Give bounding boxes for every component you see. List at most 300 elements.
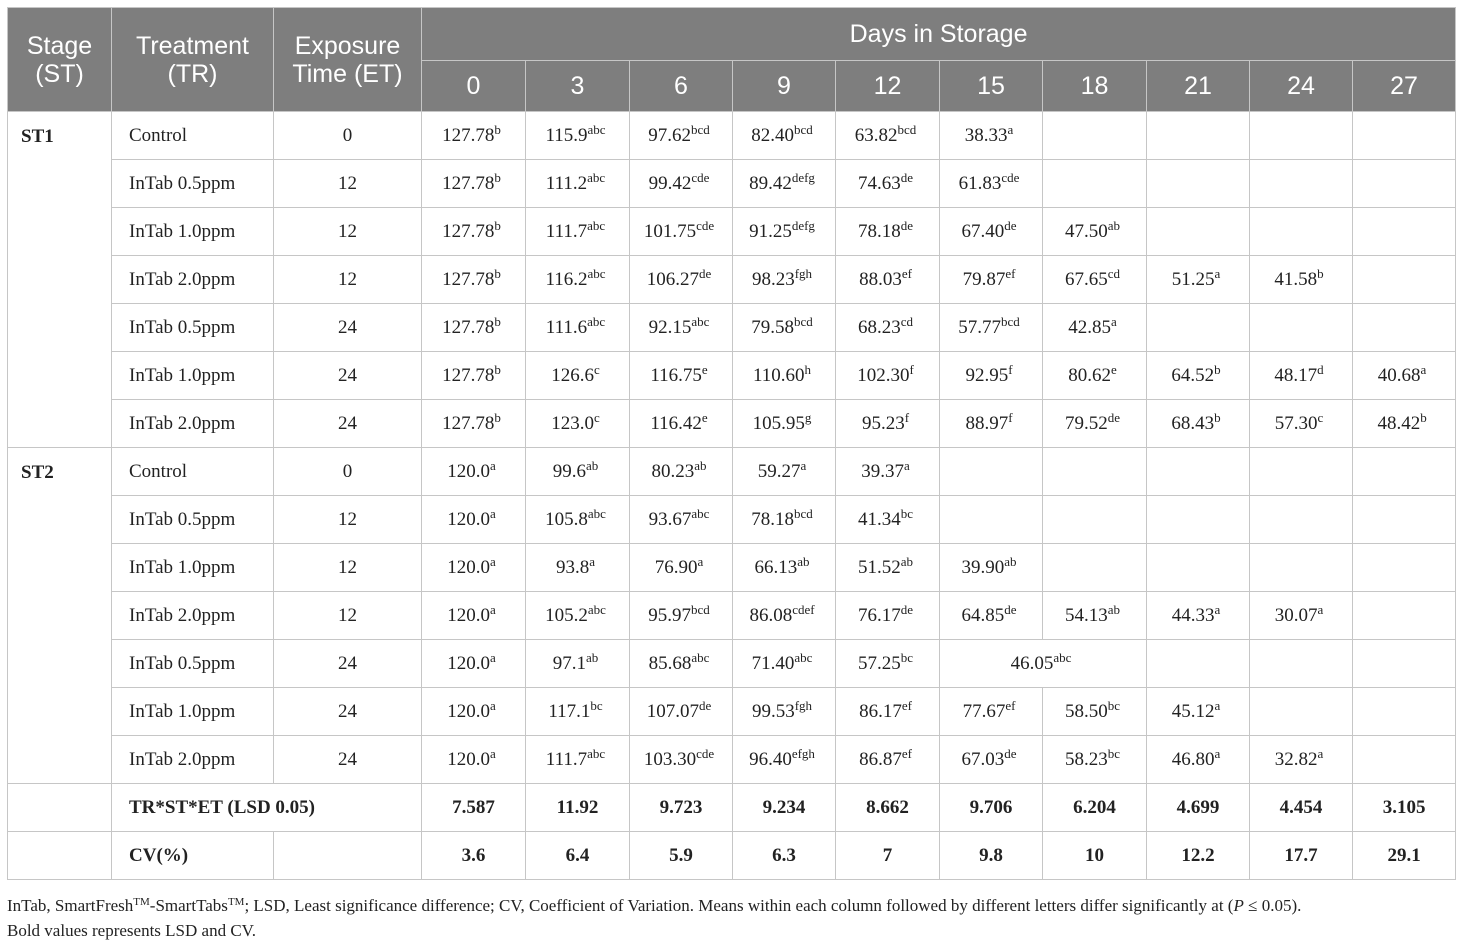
value-cell xyxy=(1043,400,1147,448)
significance-letters: bcd xyxy=(690,121,710,137)
value-cell xyxy=(1147,256,1250,304)
cv-row xyxy=(8,832,1456,880)
significance-letters: ab xyxy=(585,457,599,473)
value-number: 88.03 xyxy=(859,268,902,290)
exposure-cell: 24 xyxy=(274,736,422,784)
significance-letters: de xyxy=(900,601,914,617)
value-cell xyxy=(940,256,1043,304)
value-cell xyxy=(1043,688,1147,736)
significance-letters: de xyxy=(1004,601,1017,617)
significance-letters: a xyxy=(800,457,807,473)
value-number: 127.78 xyxy=(442,364,495,386)
empty-cell xyxy=(1353,448,1456,496)
value-cell xyxy=(630,592,733,640)
significance-letters: de xyxy=(1107,409,1121,425)
table-row xyxy=(8,352,1456,400)
value-cell xyxy=(526,160,630,208)
value-cell xyxy=(422,592,526,640)
significance-letters: d xyxy=(1317,361,1324,377)
value-cell xyxy=(940,160,1043,208)
significance-letters: bc xyxy=(1107,697,1121,713)
treatment-cell: InTab 1.0ppm xyxy=(112,208,274,256)
significance-letters: ab xyxy=(1107,217,1121,233)
value-number: 61.83 xyxy=(958,172,1002,194)
significance-letters: c xyxy=(1317,409,1324,425)
empty-cell xyxy=(1353,208,1456,256)
value-number: 117.1 xyxy=(548,700,591,722)
significance-letters: abc xyxy=(587,745,606,761)
header-day: 21 xyxy=(1147,61,1250,112)
empty-cell xyxy=(1353,688,1456,736)
significance-letters: ab xyxy=(1107,601,1121,617)
value-number: 67.65 xyxy=(1064,268,1108,290)
value-cell xyxy=(422,304,526,352)
significance-letters: a xyxy=(489,457,496,473)
empty-cell xyxy=(1353,640,1456,688)
treatment-cell: Control xyxy=(112,448,274,496)
value-number: 88.97 xyxy=(965,412,1009,434)
significance-letters: e xyxy=(701,361,708,377)
value-number: 115.9 xyxy=(545,124,588,146)
significance-letters: ab xyxy=(797,553,810,569)
value-number: 57.25 xyxy=(857,652,901,674)
value-cell xyxy=(1250,400,1353,448)
significance-letters: de xyxy=(1004,217,1017,233)
treatment-cell: Control xyxy=(112,112,274,160)
significance-letters: a xyxy=(697,553,704,569)
value-cell xyxy=(733,496,836,544)
value-cell xyxy=(836,592,940,640)
significance-letters: a xyxy=(589,553,596,569)
significance-letters: abc xyxy=(587,601,606,617)
value-number: 120.0 xyxy=(447,652,490,674)
value-cell xyxy=(1043,256,1147,304)
significance-letters: a xyxy=(1214,601,1221,617)
cv-value: 6.4 xyxy=(526,832,630,880)
value-cell xyxy=(630,256,733,304)
value-cell xyxy=(422,112,526,160)
value-cell xyxy=(422,208,526,256)
value-cell xyxy=(1353,352,1456,400)
significance-letters: h xyxy=(804,361,812,377)
exposure-cell: 12 xyxy=(274,256,422,304)
value-number: 86.08 xyxy=(749,604,793,626)
value-number: 127.78 xyxy=(442,412,495,434)
table-row xyxy=(8,688,1456,736)
significance-letters: ef xyxy=(901,745,912,761)
value-number: 39.37 xyxy=(861,460,904,482)
header-day: 15 xyxy=(940,61,1043,112)
value-number: 76.90 xyxy=(654,556,698,578)
value-cell xyxy=(630,112,733,160)
lsd-label: TR*ST*ET (LSD 0.05) xyxy=(112,784,422,832)
exposure-cell: 12 xyxy=(274,544,422,592)
significance-letters: abc xyxy=(587,505,606,521)
table-row xyxy=(8,640,1456,688)
treatment-cell: InTab 2.0ppm xyxy=(112,400,274,448)
significance-letters: b xyxy=(1214,361,1221,377)
value-number: 96.40 xyxy=(749,748,792,770)
significance-letters: abc xyxy=(1053,649,1072,665)
empty-cell xyxy=(1353,304,1456,352)
header-day: 9 xyxy=(733,61,836,112)
value-cell xyxy=(733,448,836,496)
value-cell xyxy=(733,544,836,592)
value-cell xyxy=(940,592,1043,640)
value-cell xyxy=(1043,592,1147,640)
empty-cell xyxy=(8,784,112,832)
value-cell xyxy=(1043,352,1147,400)
empty-cell xyxy=(1250,160,1353,208)
value-number: 93.67 xyxy=(648,508,692,530)
value-cell xyxy=(526,640,630,688)
value-cell xyxy=(422,736,526,784)
exposure-cell: 0 xyxy=(274,448,422,496)
value-number: 127.78 xyxy=(442,220,495,242)
significance-letters: f xyxy=(909,361,914,377)
value-number: 89.42 xyxy=(749,172,792,194)
significance-letters: abc xyxy=(691,505,710,521)
treatment-cell: InTab 0.5ppm xyxy=(112,160,274,208)
value-number: 111.7 xyxy=(545,220,588,242)
lsd-row xyxy=(8,784,1456,832)
significance-letters: b xyxy=(494,265,501,281)
value-cell xyxy=(526,400,630,448)
significance-letters: ab xyxy=(1004,553,1017,569)
cv-value: 29.1 xyxy=(1353,832,1456,880)
header-treatment: Treatment (TR) xyxy=(112,8,274,112)
cv-value: 3.6 xyxy=(422,832,526,880)
significance-letters: a xyxy=(1214,697,1221,713)
cv-value: 10 xyxy=(1043,832,1147,880)
value-cell xyxy=(526,592,630,640)
value-cell xyxy=(526,256,630,304)
value-cell xyxy=(733,256,836,304)
lsd-value: 7.587 xyxy=(422,784,526,832)
significance-letters: b xyxy=(1420,409,1427,425)
significance-letters: defg xyxy=(791,217,815,233)
value-cell xyxy=(422,256,526,304)
lsd-value: 9.234 xyxy=(733,784,836,832)
value-cell xyxy=(630,400,733,448)
value-number: 111.2 xyxy=(545,172,588,194)
treatment-cell: InTab 0.5ppm xyxy=(112,496,274,544)
value-number: 123.0 xyxy=(551,412,594,434)
treatment-cell: InTab 0.5ppm xyxy=(112,304,274,352)
value-number: 79.58 xyxy=(751,316,794,338)
value-number: 57.30 xyxy=(1274,412,1318,434)
value-cell xyxy=(630,688,733,736)
value-number: 111.6 xyxy=(545,316,588,338)
treatment-cell: InTab 2.0ppm xyxy=(112,256,274,304)
value-number: 120.0 xyxy=(447,748,490,770)
value-cell xyxy=(526,112,630,160)
empty-cell xyxy=(274,832,422,880)
value-cell xyxy=(733,400,836,448)
cv-value: 5.9 xyxy=(630,832,733,880)
value-cell xyxy=(1043,208,1147,256)
value-number: 95.23 xyxy=(861,412,905,434)
value-number: 110.60 xyxy=(752,364,805,386)
value-number: 95.97 xyxy=(648,604,691,626)
value-number: 106.27 xyxy=(646,268,699,290)
value-cell xyxy=(836,544,940,592)
significance-letters: de xyxy=(900,169,914,185)
table-row xyxy=(8,496,1456,544)
header-day: 27 xyxy=(1353,61,1456,112)
significance-letters: ab xyxy=(900,553,914,569)
significance-letters: fgh xyxy=(794,265,813,281)
value-number: 97.62 xyxy=(648,124,691,146)
table-row xyxy=(8,400,1456,448)
value-number: 30.07 xyxy=(1274,604,1318,626)
significance-letters: b xyxy=(494,313,501,329)
lsd-value: 3.105 xyxy=(1353,784,1456,832)
value-cell xyxy=(836,112,940,160)
value-number: 91.25 xyxy=(749,220,792,242)
significance-letters: de xyxy=(1004,745,1017,761)
lsd-value: 9.723 xyxy=(630,784,733,832)
value-cell xyxy=(836,352,940,400)
value-number: 41.58 xyxy=(1274,268,1318,290)
value-cell xyxy=(836,736,940,784)
value-number: 38.33 xyxy=(964,124,1008,146)
value-cell xyxy=(733,304,836,352)
significance-letters: c xyxy=(593,361,600,377)
value-number: 80.62 xyxy=(1068,364,1111,386)
cv-value: 9.8 xyxy=(940,832,1043,880)
significance-letters: b xyxy=(494,409,501,425)
value-cell xyxy=(422,352,526,400)
significance-letters: bcd xyxy=(793,121,813,137)
value-cell xyxy=(733,736,836,784)
value-number: 105.8 xyxy=(545,508,588,530)
table-body xyxy=(8,112,1456,880)
significance-letters: bc xyxy=(900,649,914,665)
value-cell xyxy=(836,496,940,544)
value-cell xyxy=(630,736,733,784)
value-number: 127.78 xyxy=(442,316,495,338)
value-cell xyxy=(526,448,630,496)
empty-cell xyxy=(8,832,112,880)
header-day: 0 xyxy=(422,61,526,112)
empty-cell xyxy=(1353,112,1456,160)
value-number: 66.13 xyxy=(754,556,798,578)
empty-cell xyxy=(1147,544,1250,592)
value-number: 103.30 xyxy=(643,748,697,770)
significance-letters: ef xyxy=(901,697,912,713)
value-number: 68.43 xyxy=(1171,412,1215,434)
exposure-cell: 24 xyxy=(274,304,422,352)
significance-letters: bcd xyxy=(793,313,813,329)
value-cell xyxy=(836,208,940,256)
empty-cell xyxy=(1250,640,1353,688)
empty-cell xyxy=(1043,448,1147,496)
value-number: 51.25 xyxy=(1171,268,1215,290)
value-number: 63.82 xyxy=(854,124,898,146)
value-cell xyxy=(526,736,630,784)
treatment-cell: InTab 1.0ppm xyxy=(112,352,274,400)
value-cell xyxy=(1147,352,1250,400)
value-number: 116.2 xyxy=(545,268,588,290)
empty-cell xyxy=(1250,304,1353,352)
significance-letters: a xyxy=(489,697,496,713)
significance-letters: b xyxy=(1317,265,1324,281)
value-cell xyxy=(630,640,733,688)
significance-letters: fgh xyxy=(794,697,813,713)
value-number: 79.52 xyxy=(1064,412,1108,434)
treatment-cell: InTab 2.0ppm xyxy=(112,736,274,784)
table-row xyxy=(8,160,1456,208)
value-number: 41.34 xyxy=(857,508,901,530)
value-cell xyxy=(422,496,526,544)
significance-letters: a xyxy=(489,649,496,665)
value-number: 54.13 xyxy=(1064,604,1108,626)
header-days-in-storage: Days in Storage xyxy=(422,8,1456,61)
significance-letters: bcd xyxy=(793,505,813,521)
value-cell xyxy=(526,544,630,592)
value-cell xyxy=(1250,352,1353,400)
lsd-value: 11.92 xyxy=(526,784,630,832)
value-cell xyxy=(733,640,836,688)
value-number: 77.67 xyxy=(962,700,1006,722)
exposure-cell: 12 xyxy=(274,208,422,256)
value-number: 46.05 xyxy=(1010,652,1054,674)
empty-cell xyxy=(1043,496,1147,544)
significance-letters: cde xyxy=(696,745,715,761)
value-cell xyxy=(1147,736,1250,784)
header-day: 24 xyxy=(1250,61,1353,112)
value-cell xyxy=(630,496,733,544)
cv-label: CV(%) xyxy=(112,832,274,880)
value-number: 46.80 xyxy=(1171,748,1215,770)
value-cell xyxy=(836,688,940,736)
value-number: 99.42 xyxy=(648,172,692,194)
value-number: 99.53 xyxy=(751,700,795,722)
table-row xyxy=(8,592,1456,640)
value-cell xyxy=(836,304,940,352)
significance-letters: a xyxy=(1214,265,1221,281)
value-number: 120.0 xyxy=(447,460,490,482)
table-row xyxy=(8,256,1456,304)
cv-value: 17.7 xyxy=(1250,832,1353,880)
empty-cell xyxy=(1147,448,1250,496)
value-number: 116.42 xyxy=(650,412,702,434)
significance-letters: e xyxy=(701,409,708,425)
empty-cell xyxy=(1353,736,1456,784)
stage-cell: ST2 xyxy=(8,448,112,784)
cv-value: 6.3 xyxy=(733,832,836,880)
value-number: 40.68 xyxy=(1377,364,1421,386)
value-cell xyxy=(1043,736,1147,784)
value-number: 92.95 xyxy=(965,364,1009,386)
value-number: 80.23 xyxy=(651,460,695,482)
significance-letters: ef xyxy=(901,265,912,281)
lsd-value: 9.706 xyxy=(940,784,1043,832)
significance-letters: a xyxy=(1007,121,1014,137)
lsd-value: 8.662 xyxy=(836,784,940,832)
value-number: 120.0 xyxy=(447,700,490,722)
value-number: 86.17 xyxy=(859,700,902,722)
empty-cell xyxy=(1043,544,1147,592)
empty-cell xyxy=(1353,256,1456,304)
value-cell xyxy=(526,304,630,352)
lsd-value: 4.454 xyxy=(1250,784,1353,832)
value-number: 85.68 xyxy=(648,652,692,674)
table-row xyxy=(8,448,1456,496)
value-cell xyxy=(733,208,836,256)
significance-letters: g xyxy=(804,409,812,425)
value-number: 39.90 xyxy=(961,556,1005,578)
value-cell xyxy=(422,544,526,592)
significance-letters: abc xyxy=(691,313,710,329)
significance-letters: de xyxy=(698,265,712,281)
value-cell xyxy=(422,640,526,688)
significance-letters: de xyxy=(698,697,712,713)
value-cell xyxy=(1147,400,1250,448)
significance-letters: a xyxy=(1317,745,1324,761)
cv-value: 12.2 xyxy=(1147,832,1250,880)
value-cell xyxy=(526,208,630,256)
value-number: 127.78 xyxy=(442,124,495,146)
value-number: 67.40 xyxy=(961,220,1005,242)
significance-letters: cde xyxy=(696,217,715,233)
value-number: 64.85 xyxy=(961,604,1005,626)
treatment-cell: InTab 0.5ppm xyxy=(112,640,274,688)
value-number: 105.95 xyxy=(752,412,805,434)
significance-letters: a xyxy=(1214,745,1221,761)
header-stage: Stage (ST) xyxy=(8,8,112,112)
significance-letters: f xyxy=(1008,361,1013,377)
value-number: 126.6 xyxy=(551,364,594,386)
value-cell xyxy=(836,448,940,496)
value-number: 120.0 xyxy=(447,604,490,626)
header-day: 3 xyxy=(526,61,630,112)
value-number: 93.8 xyxy=(555,556,590,578)
significance-letters: b xyxy=(494,121,501,137)
value-cell xyxy=(940,208,1043,256)
value-cell xyxy=(1043,304,1147,352)
value-number: 78.18 xyxy=(857,220,901,242)
value-number: 58.23 xyxy=(1064,748,1108,770)
empty-cell xyxy=(1353,592,1456,640)
value-cell xyxy=(526,688,630,736)
treatment-cell: InTab 2.0ppm xyxy=(112,592,274,640)
value-number: 105.2 xyxy=(545,604,588,626)
value-number: 32.82 xyxy=(1274,748,1318,770)
exposure-cell: 12 xyxy=(274,160,422,208)
exposure-cell: 12 xyxy=(274,496,422,544)
significance-letters: bcd xyxy=(897,121,917,137)
value-number: 120.0 xyxy=(447,556,490,578)
empty-cell xyxy=(1250,112,1353,160)
empty-cell xyxy=(1147,160,1250,208)
value-cell xyxy=(1147,592,1250,640)
value-cell xyxy=(630,352,733,400)
cv-value: 7 xyxy=(836,832,940,880)
value-cell xyxy=(526,496,630,544)
significance-letters: c xyxy=(593,409,600,425)
significance-letters: abc xyxy=(691,649,710,665)
significance-letters: b xyxy=(494,361,501,377)
value-number: 48.17 xyxy=(1274,364,1318,386)
significance-letters: ef xyxy=(1005,265,1016,281)
empty-cell xyxy=(1353,496,1456,544)
value-cell xyxy=(733,160,836,208)
table-row xyxy=(8,112,1456,160)
value-cell xyxy=(940,400,1043,448)
table-row xyxy=(8,304,1456,352)
